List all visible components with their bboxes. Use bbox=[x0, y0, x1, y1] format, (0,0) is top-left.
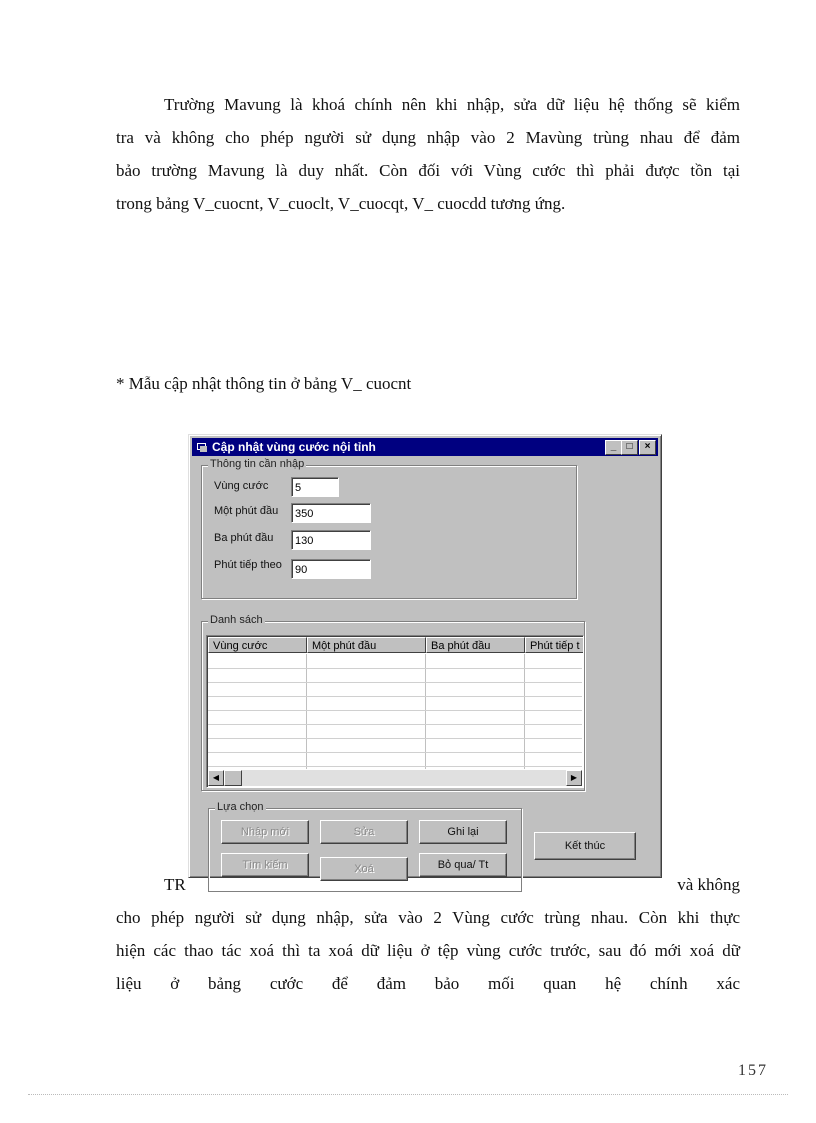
first-minute-input[interactable]: 350 bbox=[291, 503, 371, 523]
paragraph-line: cho phép người sử dụng nhập, sửa vào 2 Vùng cước trùng nhau. Còn khi thực bbox=[116, 908, 740, 927]
group-label: Thông tin cần nhập bbox=[210, 458, 305, 470]
grid-line bbox=[208, 766, 582, 767]
intro-paragraph bbox=[116, 88, 740, 220]
close-button[interactable]: × bbox=[639, 440, 656, 455]
save-button[interactable]: Ghi lại bbox=[419, 820, 507, 844]
edit-button[interactable]: Sửa bbox=[320, 820, 408, 844]
region-input[interactable]: 5 bbox=[291, 477, 339, 497]
group-label: Danh sách bbox=[210, 614, 263, 626]
field-label: Một phút đầu bbox=[214, 505, 279, 517]
new-button[interactable]: Nhập mới bbox=[221, 820, 309, 844]
dialog-titlebar[interactable] bbox=[192, 438, 658, 456]
page-number: 157 bbox=[738, 1062, 768, 1079]
footer-divider bbox=[28, 1094, 788, 1095]
search-button[interactable]: Tìm kiếm bbox=[221, 853, 309, 877]
exit-button[interactable]: Kết thúc bbox=[534, 832, 636, 860]
app-icon bbox=[196, 441, 208, 453]
grid-line bbox=[208, 668, 582, 669]
group-label: Lựa chọn bbox=[217, 801, 264, 813]
grid-line bbox=[208, 738, 582, 739]
column-header[interactable]: Phút tiếp t bbox=[525, 637, 584, 653]
grid-line bbox=[208, 724, 582, 725]
paragraph-line: trong bảng V_cuocnt, V_cuoclt, V_cuocqt, V_ cuocdd tương ứng. bbox=[116, 194, 566, 213]
scroll-left-icon[interactable]: ◀ bbox=[208, 770, 224, 786]
column-header[interactable]: Một phút đầu bbox=[307, 637, 426, 653]
skip-button[interactable]: Bỏ qua/ Tt bbox=[419, 853, 507, 877]
grid-line bbox=[208, 752, 582, 753]
paragraph-fragment: và không bbox=[677, 875, 740, 894]
scroll-thumb[interactable] bbox=[224, 770, 242, 786]
maximize-button[interactable]: □ bbox=[621, 440, 638, 455]
paragraph-line: Trường Mavung là khoá chính nên khi nhập, sửa dữ liệu hệ thống sẽ kiểm bbox=[164, 95, 740, 114]
three-minutes-input[interactable]: 130 bbox=[291, 530, 371, 550]
paragraph-line: bảo trường Mavung là duy nhất. Còn đối với Vùng cước thì phải được tồn tại bbox=[116, 161, 740, 180]
grid-line bbox=[208, 710, 582, 711]
paragraph-line: liệu ở bảng cước để đảm bảo mối quan hệ chính xác bbox=[116, 974, 740, 993]
data-grid[interactable] bbox=[206, 635, 584, 788]
figure-caption: * Mẫu cập nhật thông tin ở bảng V_ cuocnt bbox=[116, 374, 412, 393]
column-header[interactable]: Vùng cước bbox=[208, 637, 307, 653]
scroll-right-icon[interactable]: ▶ bbox=[566, 770, 582, 786]
horizontal-scrollbar[interactable] bbox=[208, 770, 582, 786]
next-minute-input[interactable]: 90 bbox=[291, 559, 371, 579]
grid-line bbox=[208, 696, 582, 697]
field-label: Phút tiếp theo bbox=[214, 559, 282, 571]
field-label: Vùng cước bbox=[214, 480, 269, 492]
delete-button[interactable]: Xoá bbox=[320, 857, 408, 881]
dialog-title: Cập nhật vùng cước nội tỉnh bbox=[212, 440, 376, 454]
paragraph-line: tra và không cho phép người sử dụng nhập vào 2 Mavùng trùng nhau để đảm bbox=[116, 128, 740, 147]
grid-line bbox=[208, 682, 582, 683]
field-label: Ba phút đầu bbox=[214, 532, 274, 544]
update-region-dialog bbox=[188, 434, 662, 878]
paragraph-line: hiện các thao tác xoá thì ta xoá dữ liệu ở tệp vùng cước trước, sau đó mới xoá dữ bbox=[116, 941, 740, 960]
paragraph-fragment: TR bbox=[164, 875, 186, 894]
grid-header bbox=[208, 637, 583, 654]
column-header[interactable]: Ba phút đầu bbox=[426, 637, 525, 653]
minimize-button[interactable]: _ bbox=[605, 440, 622, 455]
